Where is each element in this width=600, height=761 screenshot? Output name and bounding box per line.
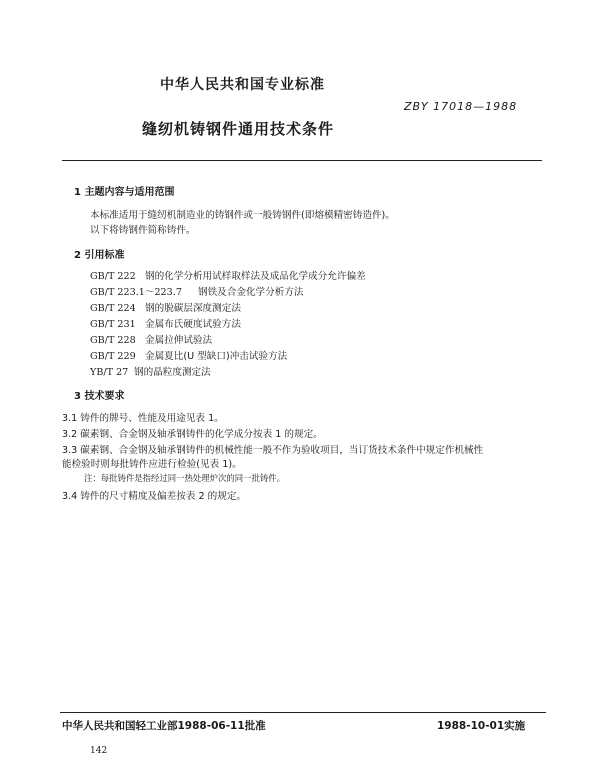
reference-item: [90, 284, 304, 298]
page-number: 142: [90, 746, 108, 756]
document-title: 缝纫机铸钢件通用技术条件: [142, 120, 335, 138]
reference-title: 钢的晶粒度测定法: [134, 367, 211, 378]
clause-3-3-line-1: 3.3 碳素钢、合金钢及轴承钢铸件的机械性能一般不作为验收项目，当订货技术条件中规定作机械性: [62, 445, 484, 456]
clause-3-2: 3.2 碳素钢、合金钢及轴承钢铸件的化学成分按表 1 的规定。: [62, 429, 323, 440]
section-2-heading: 2 引用标准: [74, 250, 125, 261]
issuing-organization: 中华人民共和国专业标准: [160, 77, 325, 93]
footer-divider: [60, 712, 546, 713]
reference-item: [90, 332, 212, 346]
reference-item: [90, 316, 241, 330]
reference-title: 金属夏比(U 型缺口)冲击试验方法: [145, 351, 288, 362]
note: 注：每批铸件是指经过同一热处理炉次的同一批铸件。: [84, 473, 285, 483]
section-1-line-1: 本标准适用于缝纫机制造业的铸钢件或一般铸钢件(即熔模精密铸造件)。: [90, 210, 395, 221]
clause-3-1: 3.1 铸件的牌号、性能及用途见表 1。: [62, 413, 224, 424]
section-1-heading: 1 主题内容与适用范围: [74, 187, 175, 198]
reference-title: 钢铁及合金化学分析方法: [198, 287, 304, 298]
clause-3-4: 3.4 铸件的尺寸精度及偏差按表 2 的规定。: [62, 491, 247, 502]
reference-title: 钢的化学分析用试样取样法及成品化学成分允许偏差: [145, 271, 366, 282]
section-1-line-2: 以下将铸钢件简称铸件。: [90, 225, 196, 236]
standard-code: ZBY 17018—1988: [404, 100, 518, 113]
implementation-date: 1988-10-01实施: [437, 720, 526, 732]
reference-title: 金属拉伸试验法: [145, 335, 213, 346]
reference-item: [90, 268, 366, 282]
approval-line: 中华人民共和国轻工业部1988-06-11批准: [62, 720, 266, 732]
reference-title: 钢的脱碳层深度测定法: [145, 303, 241, 314]
clause-3-3-line-2: 能检验时则每批铸件应进行检验(见表 1)。: [62, 459, 242, 470]
reference-code: GB/T 222: [90, 271, 136, 282]
reference-title: 金属布氏硬度试验方法: [145, 319, 241, 330]
reference-code: YB/T 27: [90, 367, 129, 378]
reference-code: GB/T 231: [90, 319, 136, 330]
section-3-heading: 3 技术要求: [74, 391, 125, 402]
reference-item: [90, 300, 241, 314]
reference-code: GB/T 224: [90, 303, 136, 314]
reference-item: [90, 348, 287, 362]
reference-code: GB/T 228: [90, 335, 136, 346]
header-divider: [62, 160, 542, 161]
reference-code: GB/T 223.1～223.7: [90, 287, 182, 298]
reference-code: GB/T 229: [90, 351, 136, 362]
reference-item: [90, 364, 211, 378]
